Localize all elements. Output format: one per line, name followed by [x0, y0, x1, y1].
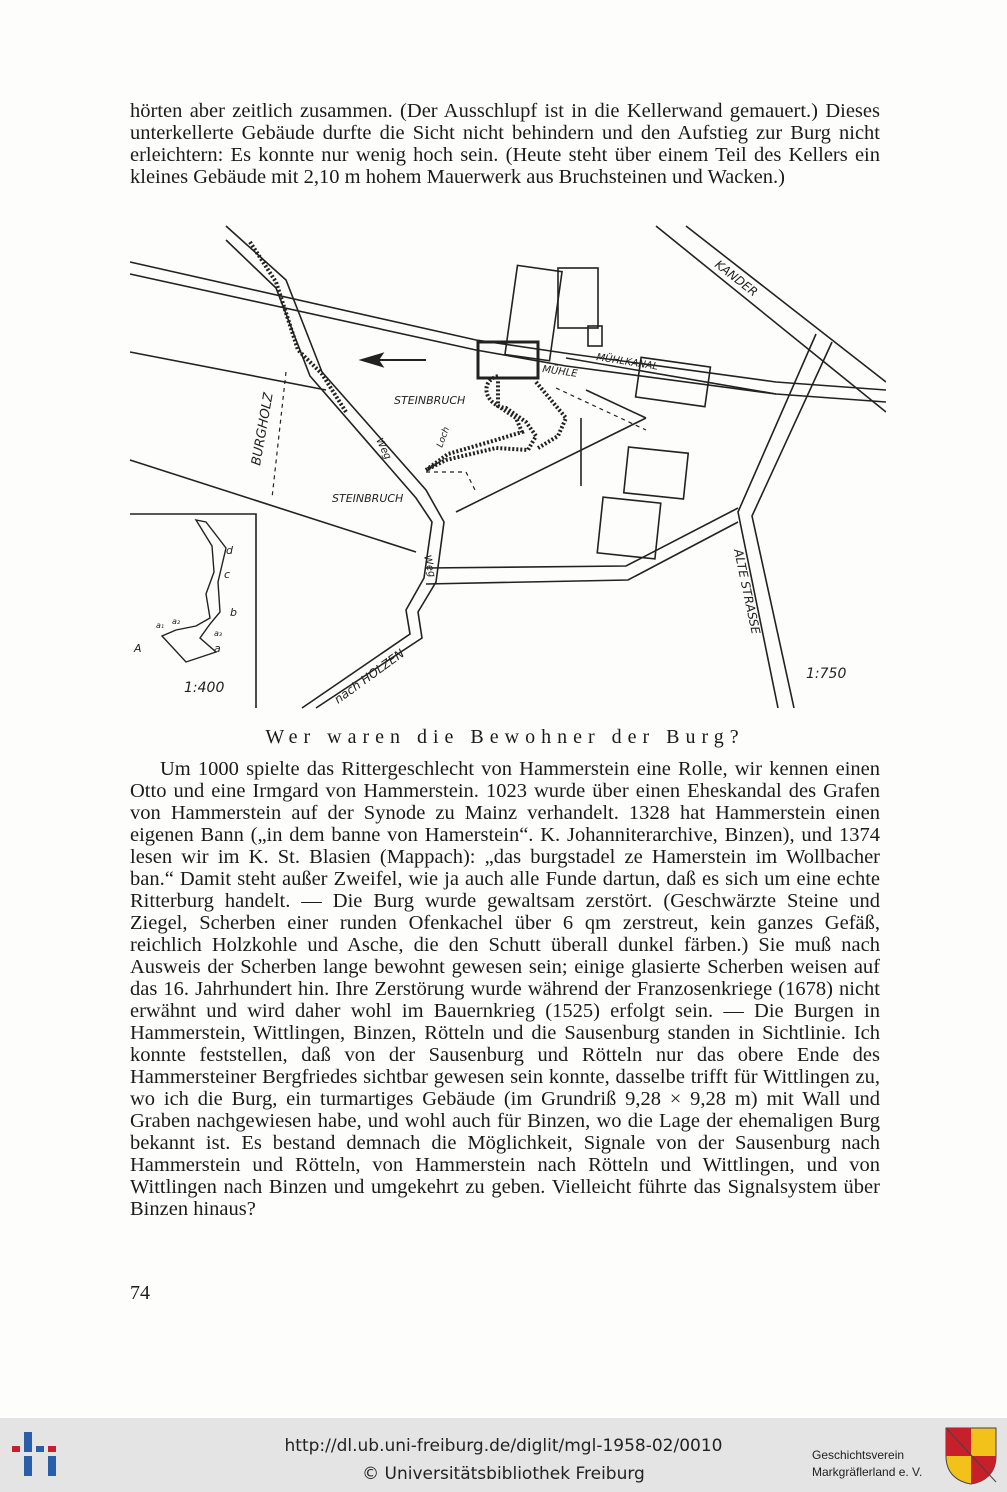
- inset-letter-a1: a₁: [156, 621, 165, 630]
- muehlkanal: [566, 358, 776, 394]
- label-kander: KANDER: [712, 257, 761, 300]
- label-steinbruch-2: STEINBRUCH: [332, 492, 404, 505]
- label-weg-1: Weg: [373, 436, 394, 462]
- label-muehlkanal: MÜHLKANAL: [595, 352, 659, 373]
- coat-of-arms-icon: [944, 1426, 998, 1486]
- inset-letter-a3: a₃: [214, 629, 223, 638]
- footer-bar: [0, 1418, 1007, 1492]
- inset-frame: [130, 514, 256, 708]
- building: [558, 268, 598, 328]
- footer-org-line2: Markgräflerland e. V.: [812, 1465, 923, 1479]
- kander-river: [656, 226, 886, 412]
- label-burgholz: BURGHOLZ: [249, 391, 277, 467]
- inset-letter-b: b: [230, 606, 237, 619]
- inset-sketch: [162, 520, 226, 662]
- footer-org-line1: Geschichtsverein: [812, 1448, 905, 1462]
- inset-letter-A: A: [134, 642, 142, 655]
- building: [588, 326, 602, 346]
- building: [505, 265, 562, 360]
- page-number: 74: [130, 1282, 150, 1304]
- castle-outline: [426, 376, 536, 470]
- inset-letter-a: a: [214, 642, 221, 655]
- label-steinbruch-1: STEINBRUCH: [394, 394, 466, 407]
- label-scale-main: 1:750: [806, 666, 847, 682]
- main-paragraph: Um 1000 spielte das Rittergeschlecht von Hammerstein eine Rolle, wir kennen einen Otto und eine Irmgard von Hammerstein. 1023 wurde über einen Eheskandal des Grafen von Hammerstein auf der Synode zu Mainz verhandelt. 1328 hat Hammerstein einen eigenen Bann („in dem banne von Hamerstein“. K. Johanniterarchive, Binzen), und 1374 lesen wir im K. St. Blasien (Mappach): „das burgstadel ze Hamerstein im Wollbacher ban.“ Damit steht außer Zweifel, wie ja auch alle Funde dartun, daß es sich um eine echte Ritterburg handelt. — Die Burg wurde gewaltsam zerstört. (Geschwärzte Steine und Ziegel, Scherben einer runden Ofenkachel über 6 qm zerstreut, kein ganzes Gefäß, reichlich Holzkohle und Asche, die den Schutt überall dunkel färben.) Sie muß nach Ausweis der Scherben lange bewohnt gewesen sein; einige glasierte Scherben weisen auf das 16. Jahrhundert hin. Ihre Zerstörung wurde während der Franzosenkriege (1678) nicht erwähnt und wird daher wohl im Bauernkrieg (1525) erfolgt sein. — Die Burgen in Hammerstein, Wittlingen, Binzen, Rötteln und die Sausenburg standen in Sichtlinie. Ich konnte feststellen, daß von der Sausenburg und Rötteln nur das obere Ende des Hammersteiner Bergfriedes sichtbar gewesen sein konnte, dasselbe trifft für Wittlingen zu, wo ich die Burg, ein turmartiges Gebäude (im Grundriß 9,28 × 9,28 m) mit Wall und Graben nachgewiesen habe, und wohl auch für Binzen, wo die Lage der ehemaligen Burg bekannt ist. Es bestand demnach die Möglichkeit, Signale von der Sausenburg nach Hammerstein und Rötteln, von Hammerstein nach Rötteln und Wittlingen, und von Wittlingen nach Binzen und umgekehrt zu geben. Vielleicht führte das Signalsystem über Binzen hinaus?: [130, 758, 880, 1220]
- footer-copyright: © Universitätsbibliothek Freiburg: [362, 1464, 645, 1484]
- label-muehle: MÜHLE: [541, 364, 579, 380]
- section-heading: Wer waren die Bewohner der Burg?: [265, 726, 745, 748]
- inset-letter-c: c: [224, 568, 231, 581]
- building: [624, 447, 688, 499]
- road-weg: [226, 226, 444, 708]
- label-alte-strasse: ALTE STRASSE: [731, 547, 763, 636]
- label-nach-holzen: nach HOLZEN: [331, 646, 407, 707]
- label-loch: Loch: [435, 425, 453, 450]
- inset-letter-a2: a₂: [172, 617, 181, 626]
- top-paragraph: hörten aber zeitlich zusammen. (Der Ausschlupf ist in die Kellerwand gemauert.) Dieses unterkellerte Gebäude durfte die Sicht nicht behindern und den Aufstieg zur Burg nicht erleichtern: Es konnte nur wenig hoch sein. (Heute steht über einem Teil des Kellers ein kleines Gebäude mit 2,10 m hohem Mauerwerk aus Bruchsteinen und Wacken.): [130, 100, 880, 188]
- site-map: [126, 222, 886, 712]
- building: [597, 497, 661, 559]
- label-scale-inset: 1:400: [184, 680, 225, 696]
- inset-letter-d: d: [226, 544, 233, 557]
- footer-url[interactable]: http://dl.ub.uni-freiburg.de/diglit/mgl-1958-02/0010: [284, 1436, 723, 1456]
- label-weg-2: Weg: [421, 554, 438, 579]
